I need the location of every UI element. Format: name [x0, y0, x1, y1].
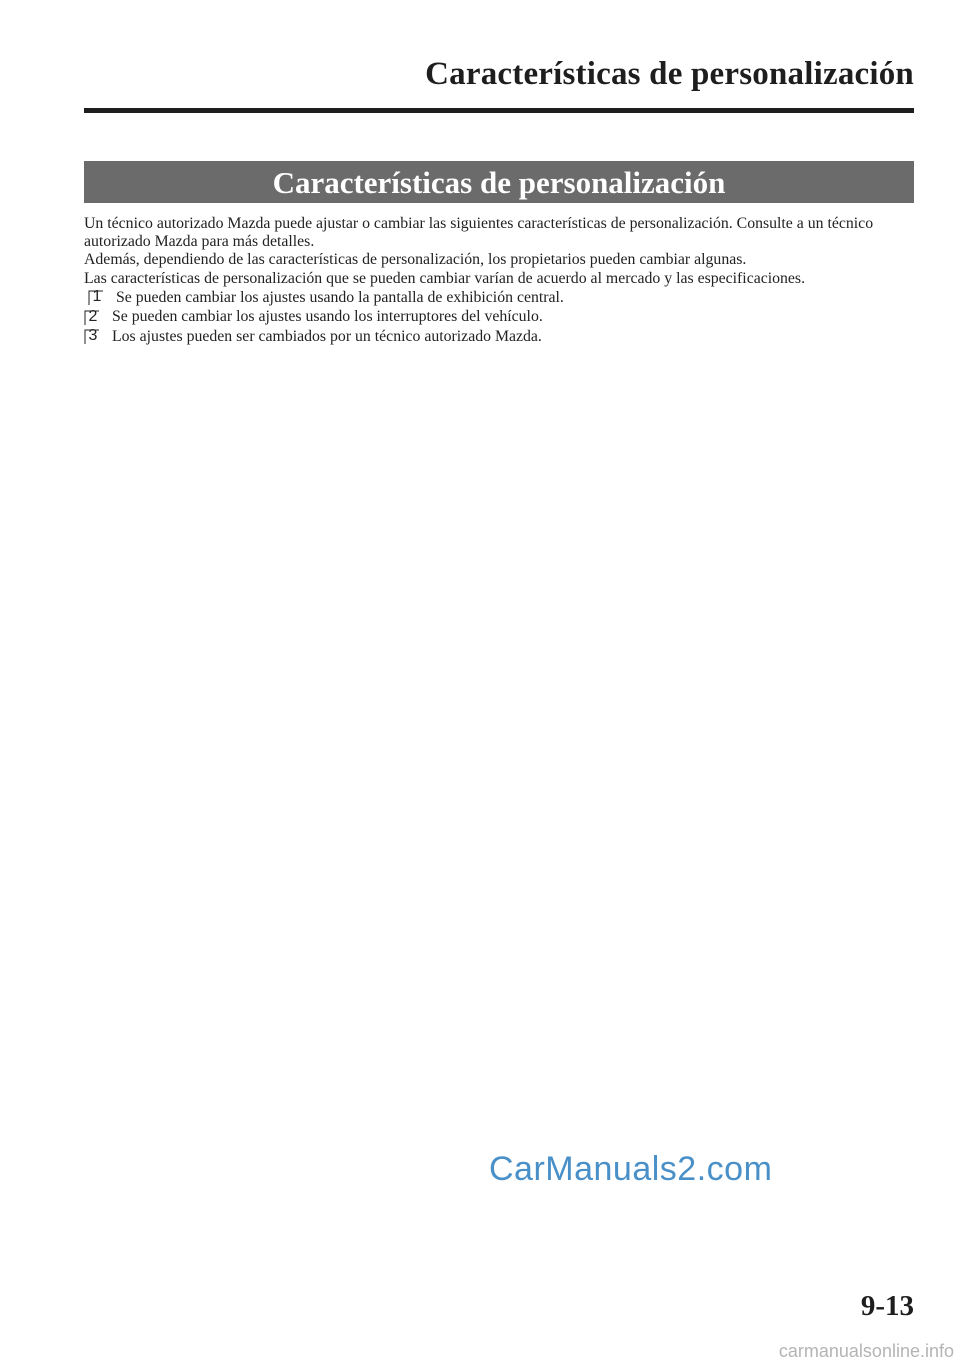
number-1-digit: 1 [92, 287, 102, 305]
section-title-bar [84, 161, 914, 203]
footer-site-link[interactable]: carmanualsonline.info [778, 1341, 954, 1361]
number-1-icon [88, 287, 108, 306]
intro-paragraph: Un técnico autorizado Mazda puede ajustar o cambiar las siguientes características de personalización. Consulte a un técnico autorizado Mazda para más detalles. [84, 215, 874, 251]
body-text [84, 215, 914, 347]
legend-item-2 [84, 308, 914, 328]
number-3-digit: 3 [88, 327, 98, 345]
market-paragraph: Las características de personalización que se pueden cambiar varían de acuerdo al mercado y las especificaciones. [84, 269, 806, 287]
page-number: 9-13 [860, 1290, 914, 1322]
legend-list [84, 288, 914, 347]
legend-item-1 [84, 288, 914, 308]
owners-paragraph: Además, dependiendo de las características de personalización, los propietarios pueden cambiar algunas. [84, 251, 747, 269]
legend-item-3-text: Los ajustes pueden ser cambiados por un técnico autorizado Mazda. [112, 328, 542, 346]
number-3-icon [84, 329, 104, 345]
running-header-title: Características de personalización [425, 56, 914, 92]
watermark-logo: CarManuals2.com [489, 1150, 773, 1188]
legend-item-3 [84, 327, 914, 347]
section-title: Características de personalización [272, 165, 726, 200]
legend-item-2-text: Se pueden cambiar los ajustes usando los interruptores del vehículo. [112, 308, 543, 326]
header-rule [84, 108, 914, 113]
number-2-icon [84, 307, 104, 326]
legend-item-1-text: Se pueden cambiar los ajustes usando la pantalla de exhibición central. [116, 288, 564, 306]
number-2-digit: 2 [88, 307, 98, 325]
